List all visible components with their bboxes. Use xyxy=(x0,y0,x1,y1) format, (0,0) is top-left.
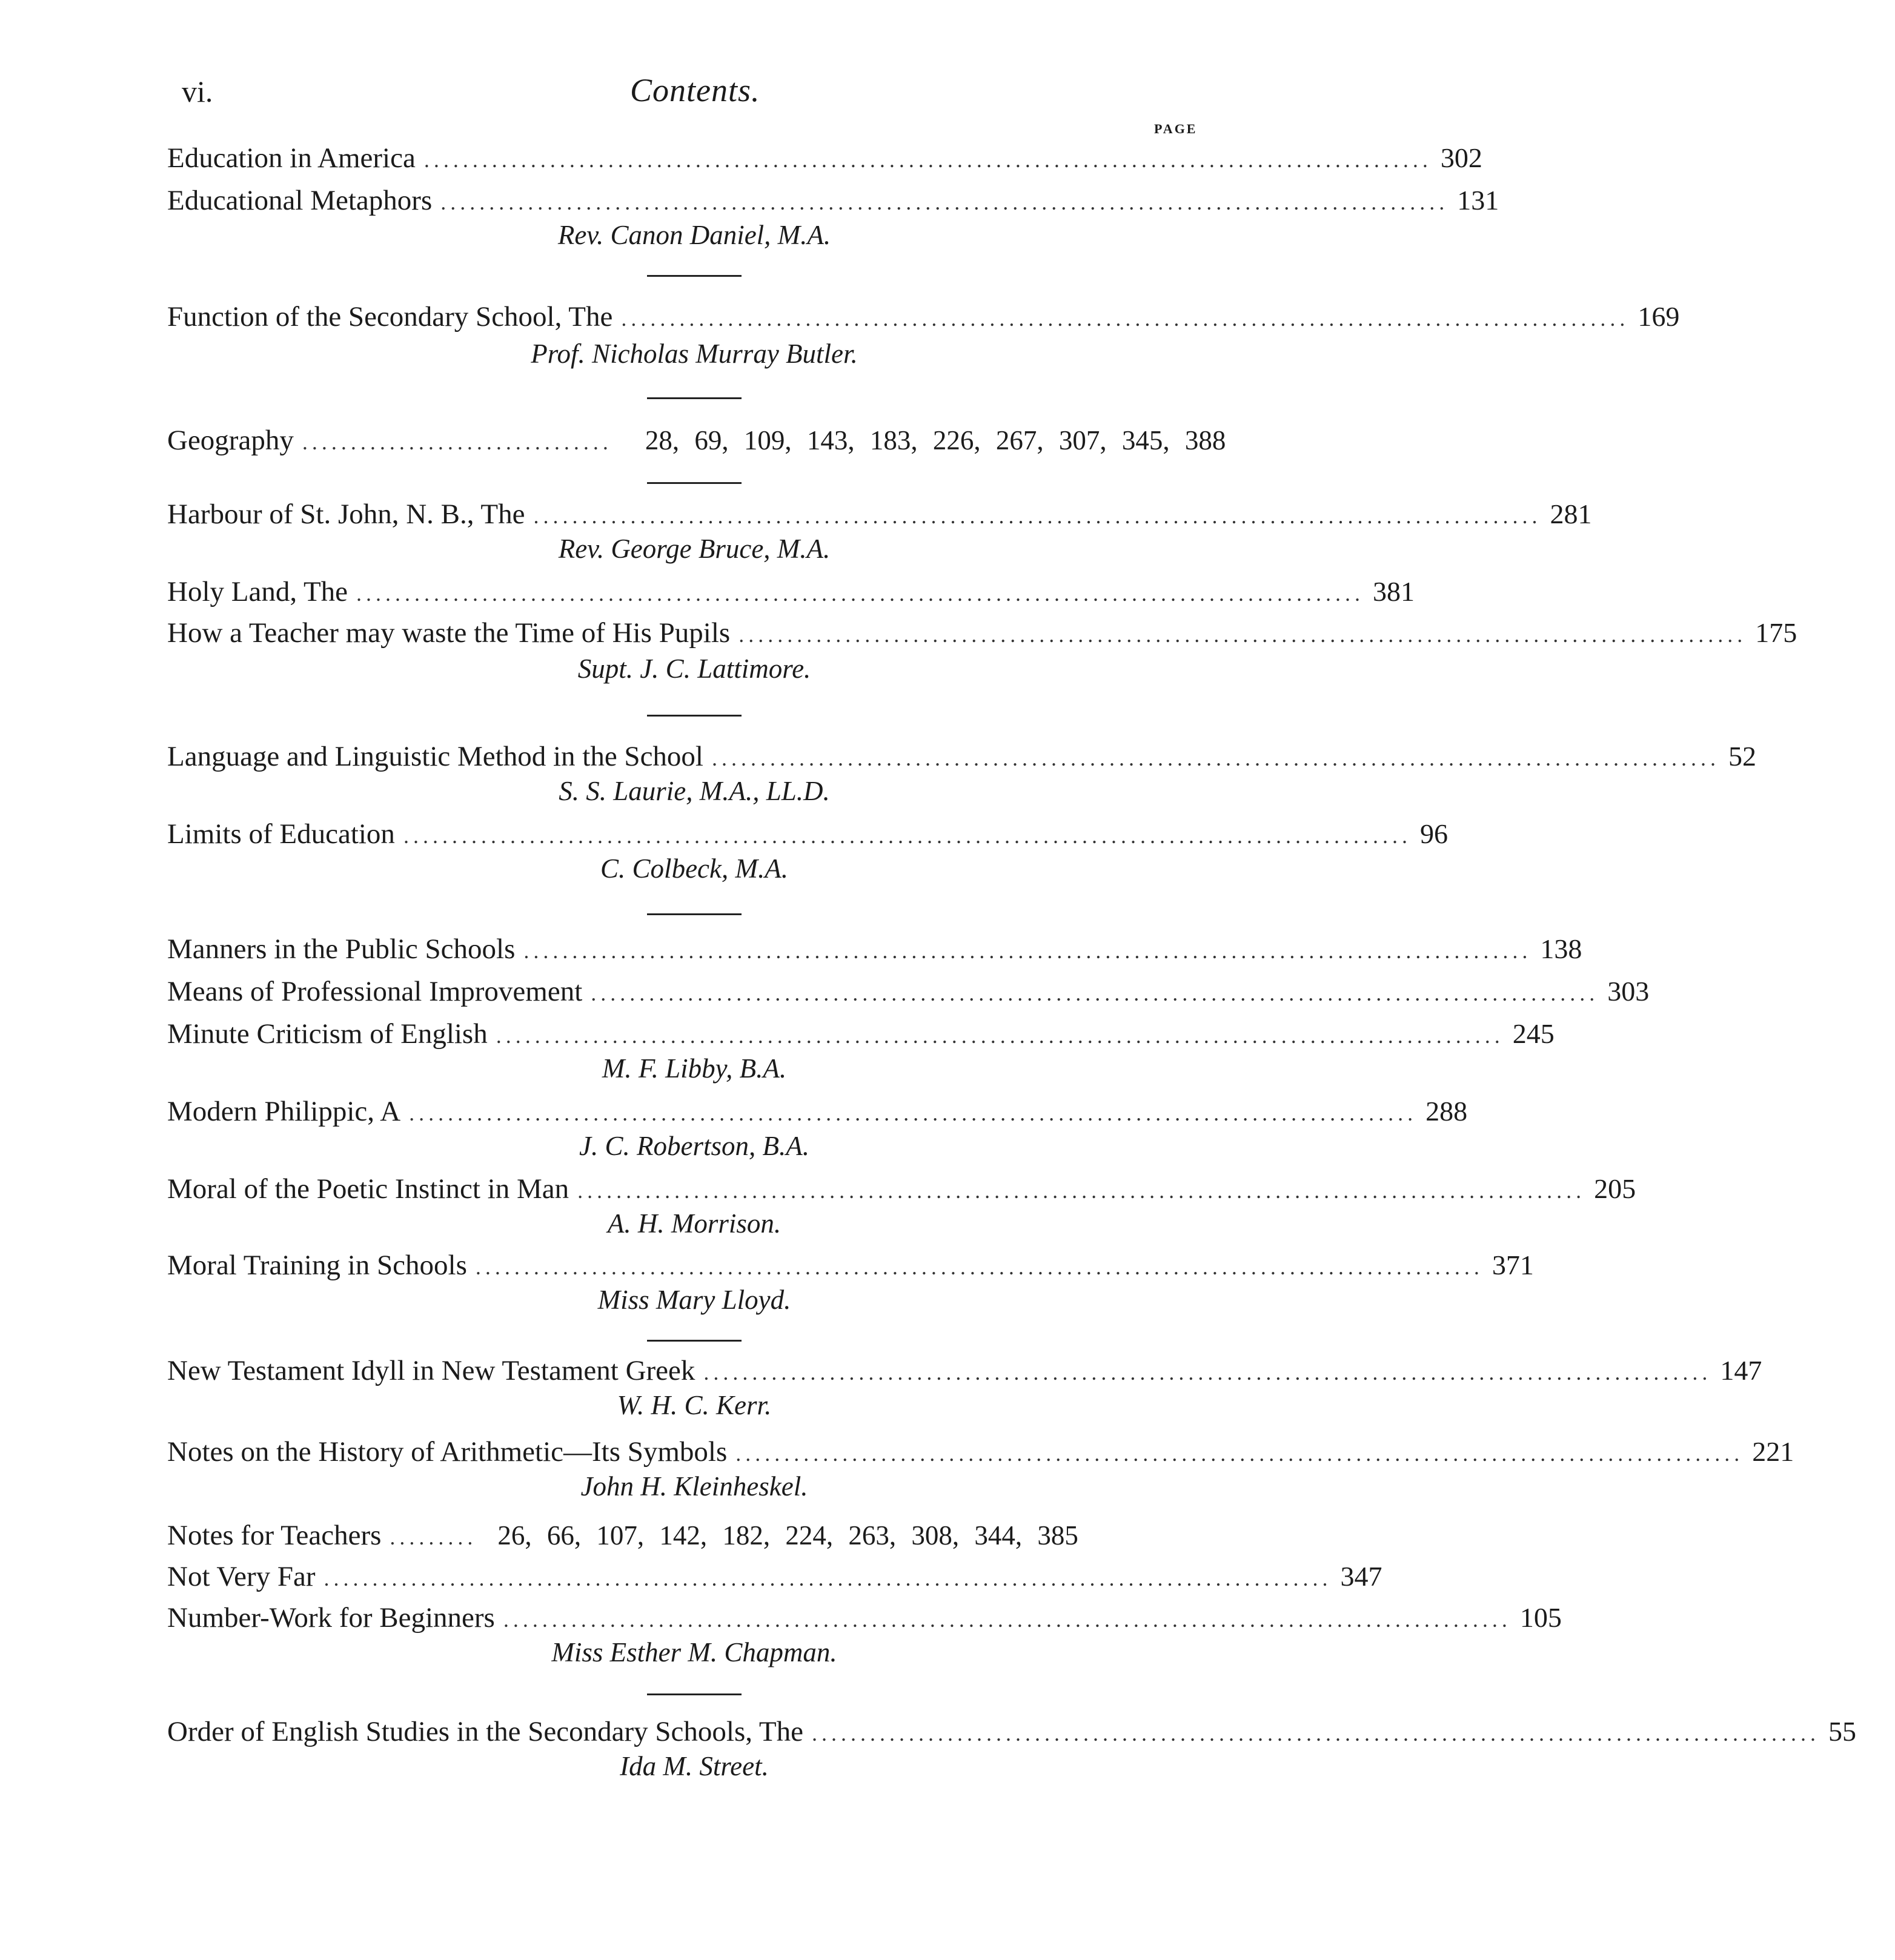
dot-leader: ........................................................................................................ xyxy=(703,1360,1712,1385)
entry-title: Number-Work for Beginners xyxy=(167,1602,495,1634)
entry-page: 302 xyxy=(1440,142,1482,173)
section-rule xyxy=(647,1340,742,1342)
dot-leader: ................................ xyxy=(302,430,612,454)
entry-title: How a Teacher may waste the Time of His Pupils xyxy=(167,617,731,649)
entry-page: 281 xyxy=(1550,498,1592,529)
entry-title: Education in America xyxy=(167,142,416,174)
dot-leader: ........................................................................................................ xyxy=(403,824,1412,848)
entry-title: Language and Linguistic Method in the School xyxy=(167,741,703,772)
entry-author: C. Colbeck, M.A. xyxy=(600,853,788,884)
entry-page: 52 xyxy=(1728,741,1756,772)
entry-author: S. S. Laurie, M.A., LL.D. xyxy=(559,776,830,806)
entry-page: 147 xyxy=(1720,1355,1762,1386)
entry-page: 245 xyxy=(1512,1018,1555,1049)
dot-leader: ........................................................................................................ xyxy=(738,623,1747,647)
toc-entry xyxy=(167,300,1680,339)
entry-page: 205 xyxy=(1594,1173,1636,1204)
toc-entry xyxy=(167,975,1650,1014)
entry-page: 371 xyxy=(1492,1250,1534,1280)
toc-entry xyxy=(167,1715,1856,1754)
page-column-label: PAGE xyxy=(1154,121,1198,136)
dot-leader: ........................................................................................................ xyxy=(324,1566,1332,1591)
entry-title: Modern Philippic, A xyxy=(167,1096,401,1127)
entry-author: Rev. Canon Daniel, M.A. xyxy=(557,220,831,250)
toc-entry xyxy=(167,424,1226,463)
toc-entry xyxy=(167,1354,1762,1393)
section-rule xyxy=(647,715,742,717)
section-rule xyxy=(647,913,742,915)
dot-leader: ........................................................................................................ xyxy=(621,306,1630,331)
toc-entry xyxy=(167,1018,1555,1056)
dot-leader: ........................................................................................................ xyxy=(523,939,1532,963)
entry-title: Moral of the Poetic Instinct in Man xyxy=(167,1173,569,1205)
entry-author: Supt. J. C. Lattimore. xyxy=(577,654,811,684)
page-title: Contents. xyxy=(630,72,760,108)
entry-author: W. H. C. Kerr. xyxy=(617,1390,772,1420)
dot-leader: ........................................................................................................ xyxy=(577,1179,1586,1203)
toc-entry xyxy=(167,1435,1794,1474)
entry-title: Manners in the Public Schools xyxy=(167,933,516,965)
entry-author: Ida M. Street. xyxy=(620,1751,769,1781)
toc-entry xyxy=(167,184,1499,223)
entry-title: Moral Training in Schools xyxy=(167,1250,467,1281)
section-rule xyxy=(647,1693,742,1695)
entry-author: Rev. George Bruce, M.A. xyxy=(558,534,831,564)
toc-entry xyxy=(167,498,1592,537)
entry-page: 221 xyxy=(1752,1436,1794,1467)
toc-entry xyxy=(167,933,1582,972)
entry-page: 96 xyxy=(1419,818,1448,849)
toc-entry xyxy=(167,142,1482,180)
dot-leader: ........................................................................................................ xyxy=(503,1607,1512,1632)
entry-pages: 26, 66, 107, 142, 182, 224, 263, 308, 344, 385 xyxy=(497,1520,1078,1551)
section-rule xyxy=(647,275,742,277)
toc-entry xyxy=(167,1601,1562,1640)
toc-entry xyxy=(167,575,1415,614)
toc-entry xyxy=(167,740,1756,779)
entry-title: Function of the Secondary School, The xyxy=(167,301,613,333)
entry-author: Prof. Nicholas Murray Butler. xyxy=(531,339,858,369)
entry-author: Miss Esther M. Chapman. xyxy=(551,1637,837,1667)
entry-title: Minute Criticism of English xyxy=(167,1018,488,1050)
entry-title: Notes for Teachers xyxy=(167,1520,382,1551)
entry-pages: 28, 69, 109, 143, 183, 226, 267, 307, 345, 388 xyxy=(645,425,1226,455)
entry-author: M. F. Libby, B.A. xyxy=(602,1053,787,1084)
entry-title: Harbour of St. John, N. B., The xyxy=(167,498,525,530)
entry-page: 169 xyxy=(1638,301,1680,332)
page-number: vi. xyxy=(182,74,213,108)
entry-author: A. H. Morrison. xyxy=(607,1208,782,1239)
entry-author: Miss Mary Lloyd. xyxy=(597,1285,791,1315)
entry-page: 288 xyxy=(1425,1096,1468,1127)
entry-title: Order of English Studies in the Secondary Schools, The xyxy=(167,1716,803,1747)
dot-leader: ........................................................................................................ xyxy=(811,1721,1820,1746)
entry-page: 303 xyxy=(1607,976,1650,1007)
dot-leader: ........................................................................................................ xyxy=(712,746,1720,770)
dot-leader: ........................................................................................................ xyxy=(423,148,1432,172)
dot-leader: ........................................................................................................ xyxy=(496,1024,1504,1048)
entry-title: Limits of Education xyxy=(167,818,395,850)
entry-page: 138 xyxy=(1540,933,1582,964)
dot-leader: ......... xyxy=(390,1525,477,1549)
entry-title: Geography xyxy=(167,425,294,456)
dot-leader: ........................................................................................................ xyxy=(440,190,1449,214)
entry-title: Holy Land, The xyxy=(167,576,348,608)
entry-title: Not Very Far xyxy=(167,1561,316,1592)
toc-entry xyxy=(167,818,1448,856)
toc-entry xyxy=(167,1249,1534,1288)
entry-page: 105 xyxy=(1519,1602,1562,1633)
entry-title: Means of Professional Improvement xyxy=(167,976,583,1007)
entry-page: 175 xyxy=(1755,617,1797,648)
dot-leader: ........................................................................................................ xyxy=(409,1101,1418,1125)
entry-page: 381 xyxy=(1373,576,1415,607)
entry-title: Educational Metaphors xyxy=(167,185,433,216)
dot-leader: ........................................................................................................ xyxy=(475,1255,1484,1279)
dot-leader: ........................................................................................................ xyxy=(735,1442,1744,1466)
entry-title: New Testament Idyll in New Testament Greek xyxy=(167,1355,695,1386)
entry-page: 131 xyxy=(1457,185,1499,216)
toc-entry xyxy=(167,1560,1382,1599)
entry-author: J. C. Robertson, B.A. xyxy=(579,1131,809,1161)
section-rule xyxy=(647,397,742,399)
dot-leader: ........................................................................................................ xyxy=(356,581,1365,606)
entry-author: John H. Kleinheskel. xyxy=(580,1471,808,1501)
dot-leader: ........................................................................................................ xyxy=(591,981,1599,1005)
entry-title: Notes on the History of Arithmetic—Its Symbols xyxy=(167,1436,728,1468)
entry-page: 55 xyxy=(1828,1716,1856,1747)
dot-leader: ........................................................................................................ xyxy=(533,504,1542,528)
section-rule xyxy=(647,482,742,484)
toc-entry xyxy=(167,617,1797,655)
toc-entry xyxy=(167,1173,1636,1211)
entry-page: 347 xyxy=(1340,1561,1382,1592)
toc-entry xyxy=(167,1519,1221,1558)
toc-entry xyxy=(167,1095,1468,1134)
